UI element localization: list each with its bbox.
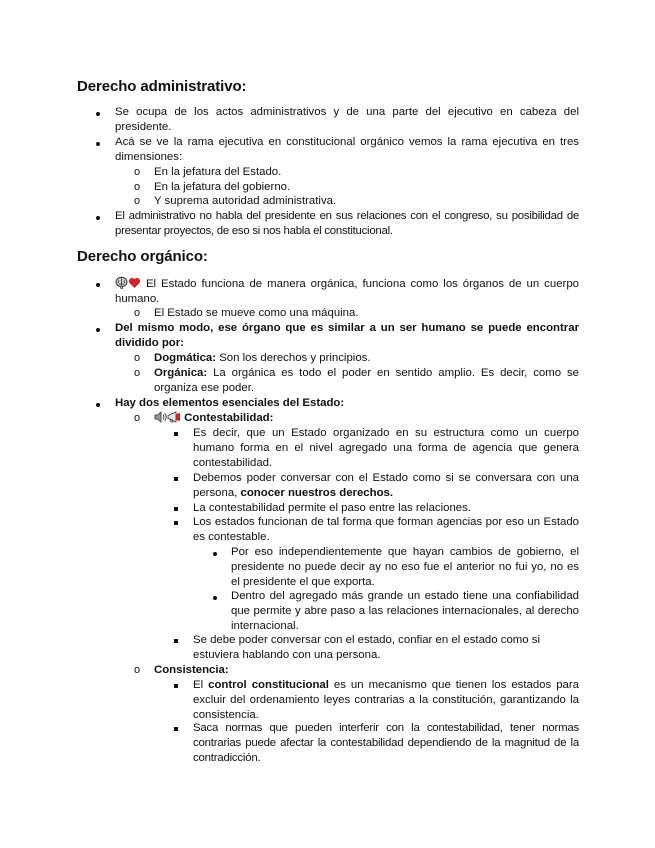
sub-sub-list-item: Los estados funcionan de tal forma que forman agencias por eso un Estado es contestable. [193,516,579,543]
sub-sub-list-item: La contestabilidad permite el paso entre las relaciones. [193,502,471,514]
square-bullet [174,727,178,731]
list-item [115,276,579,307]
bullet-dot [213,552,217,556]
bullet-dot [96,112,100,116]
bullet-dot [96,403,100,407]
sub-list-item [154,366,579,396]
square-bullet [174,507,178,511]
sub-sub-list-item: Es decir, que un Estado organizado en su estructura como un cuerpo humano forma en el nivel agregado una forma de agencia que genera contestabilidad. [193,427,579,469]
nested-list-item: Dentro del agregado más grande un estado tiene una confiabilidad que permite y abre paso a las relaciones internacionales, al derecho internacional. [231,590,579,632]
brain-icon [115,276,128,289]
sub-sub-list-item: Se debe poder conversar con el estado, confiar en el estado como si estuviera hablando con una persona. [193,634,540,661]
sub-sub-list-item-text: El [193,679,204,691]
list-item: El administrativo no habla del presidente en sus relaciones con el congreso, su posibilidad de presentar proyectos, de eso si nos habla el constitucional. [115,210,579,237]
emphasis-text: control constitucional [208,679,329,691]
sub-list-item: En la jefatura del Estado. [154,166,282,178]
emphasis-text: conocer nuestros derechos. [240,487,394,499]
bullet-dot [96,328,100,332]
sub-list-item [154,351,579,366]
heart-icon [128,277,141,289]
sub-list-item-text: La orgánica es todo el poder en sentido amplio. Es decir, como se organiza ese poder. [154,367,579,394]
sub-list-item: El Estado se mueve como una máquina. [154,307,359,319]
circle-marker: o [134,166,141,178]
sub-list-item-consistencia: Consistencia: [154,664,229,676]
square-bullet [174,521,178,525]
circle-marker: o [134,307,141,319]
circle-marker: o [134,195,141,207]
bullet-dot [213,596,217,600]
square-bullet [174,639,178,643]
label-dogmatica: Dogmática: [154,352,217,364]
circle-marker: o [134,352,141,364]
sub-list-item: En la jefatura del gobierno. [154,181,291,193]
sub-sub-list-item-text: Debemos poder conversar con el Estado como si se conversara con una persona, [193,472,579,499]
bullet-dot [96,142,100,146]
label-organica: Orgánica: [154,367,208,379]
nested-list-item: Por eso independientemente que hayan cambios de gobierno, el presidente no puede decir ay no eso fue el anterior no fui yo, no es el presidente el que exporta. [231,546,579,588]
sub-list-item-text: Son los derechos y principios. [219,352,371,364]
circle-marker: o [134,664,141,676]
list-item-text: El Estado funciona de manera orgánica, funciona como los órganos de un cuerpo humano. [115,278,579,305]
list-item: Acá se ve la rama ejecutiva en constitucional orgánico vemos la rama ejecutiva en tres dimensiones: [115,136,579,163]
square-bullet [174,477,178,481]
speaker-icon [154,411,167,423]
circle-marker: o [134,181,141,193]
list-item: Hay dos elementos esenciales del Estado: [115,397,345,409]
megaphone-icon [167,411,181,423]
heading-derecho-administrativo: Derecho administrativo: [77,78,247,95]
label-contestabilidad: Contestabilidad: [184,412,274,424]
square-bullet [174,432,178,436]
sub-list-item: Y suprema autoridad administrativa. [154,195,337,207]
sub-sub-list-item-text: es un mecanismo que tienen los estados para excluir del ordenamiento leyes contrarias a la constitución, garantizando la consistencia. [193,679,579,721]
bullet-dot [96,216,100,220]
sub-sub-list-item: Saca normas que pueden interferir con la contestabilidad, tener normas contrarias puede afectar la contestabilidad dependiendo de la magnitud de la contradicción. [193,722,579,764]
heading-derecho-organico: Derecho orgánico: [77,248,208,265]
circle-marker: o [134,412,141,424]
list-item: Se ocupa de los actos administrativos y de una parte del ejecutivo en cabeza del presidente. [115,106,579,133]
sub-sub-list-item [193,471,579,501]
bullet-dot [96,283,100,287]
sub-sub-list-item [193,678,579,723]
square-bullet [174,684,178,688]
circle-marker: o [134,367,141,379]
sub-list-item-contestabilidad [154,411,579,426]
list-item: Del mismo modo, ese órgano que es similar a un ser humano se puede encontrar dividido por: [115,322,579,349]
